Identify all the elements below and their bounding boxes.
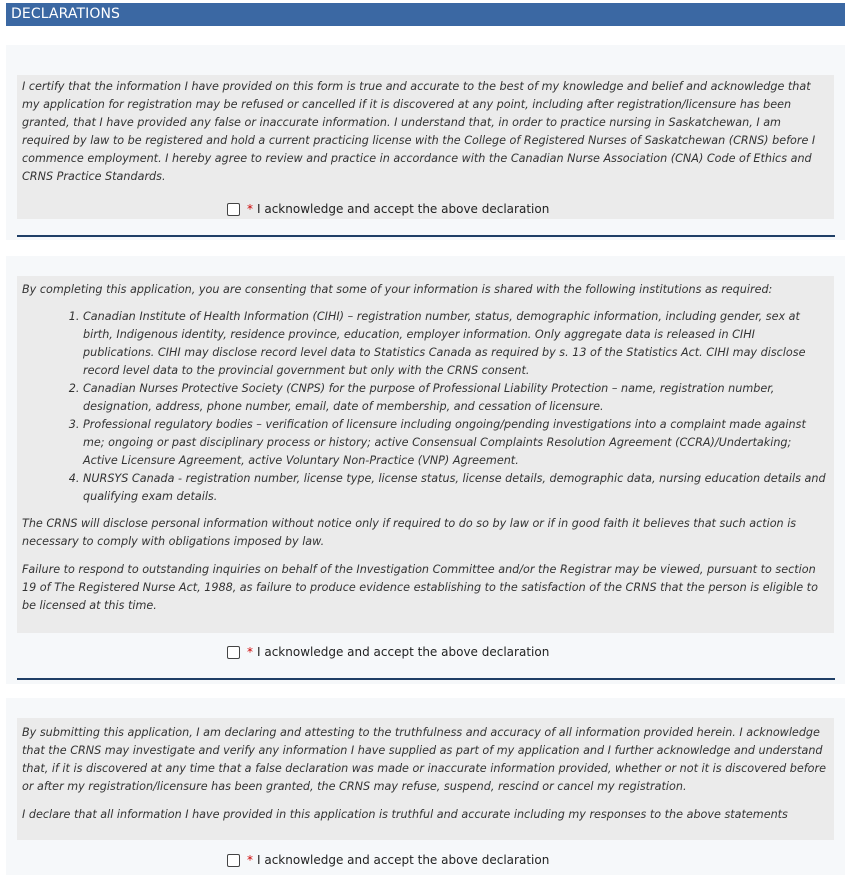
acknowledge-label-1[interactable]: I acknowledge and accept the above declaration	[257, 202, 550, 216]
acknowledge-checkbox-2[interactable]	[227, 646, 240, 659]
declaration-3-paragraph-truthful: I declare that all information I have provided in this application is truthful and accurate including my responses to the above statements	[22, 808, 788, 821]
declaration-text-1	[17, 75, 834, 219]
section-divider	[17, 235, 835, 237]
declaration-section-1	[6, 45, 845, 240]
acknowledge-row-2[interactable]	[227, 645, 549, 659]
required-marker: *	[247, 202, 253, 216]
declaration-3-paragraph-attest: By submitting this application, I am declaring and attesting to the truthfulness and accuracy of all information provided herein. I acknowledge that the CRNS may investigate and verify any information I have supplied as part of my application and I further acknowledge and understand that, if it is discovered at any time that a false declaration was made or inaccurate information provided, whether or not it is discovered before or after my registration/licensure has been granted, the CRNS may refuse, suspend, rescind or cancel my registration.	[22, 726, 827, 793]
institution-item-cihi: 1. Canadian Institute of Health Information (CIHI) – registration number, status, demographic information, including gender, sex at birth, Indigenous identity, residence province, education, employer information. Only aggregate data is released in CIHI publications. CIHI may disclose record level data to Statistics Canada as required by s. 13 of the Statistics Act. CIHI may disclose record level data to the provincial government but only with the CRNS consent.	[83, 308, 827, 380]
acknowledge-row-3[interactable]	[227, 853, 549, 867]
acknowledge-label-3[interactable]: I acknowledge and accept the above declaration	[257, 853, 550, 867]
institution-item-nursys: 4. NURSYS Canada - registration number, license type, license status, license details, demographic data, nursing education details and qualifying exam details.	[83, 470, 827, 506]
institution-item-cnps: 2. Canadian Nurses Protective Society (CNPS) for the purpose of Professional Liability Protection – name, registration number, designation, address, phone number, email, date of membership, and cessation of licensure.	[83, 380, 827, 416]
acknowledge-row-1[interactable]	[227, 202, 549, 216]
declaration-text-2	[17, 276, 834, 633]
acknowledge-checkbox-1[interactable]	[227, 203, 240, 216]
acknowledge-label-2[interactable]: I acknowledge and accept the above declaration	[257, 645, 550, 659]
section-divider	[17, 678, 835, 680]
declaration-section-3	[6, 698, 845, 875]
declaration-2-paragraph-failure: Failure to respond to outstanding inquiries on behalf of the Investigation Committee and/or the Registrar may be viewed, pursuant to section 19 of The Registered Nurse Act, 1988, as failure to produce evidence establishing to the satisfaction of the CRNS that the person is eligible to be licensed at this time.	[22, 563, 818, 612]
acknowledge-checkbox-3[interactable]	[227, 854, 240, 867]
required-marker: *	[247, 645, 253, 659]
institution-item-regulatory: 3. Professional regulatory bodies – verification of licensure including ongoing/pending investigations into a complaint made against me; ongoing or past disciplinary process or history; active Consensual Complaints Resolution Agreement (CCRA)/Undertaking; Active Licensure Agreement, active Voluntary Non-Practice (VNP) Agreement.	[83, 416, 827, 470]
required-marker: *	[247, 853, 253, 867]
institution-list	[22, 308, 827, 506]
declaration-1-paragraph: I certify that the information I have provided on this form is true and accurate to the best of my knowledge and belief and acknowledge that my application for registration may be refused or cancelled if it is discovered at any point, including after registration/licensure has been granted, that I have provided any false or inaccurate information. I understand that, in order to practice nursing in Saskatchewan, I am required by law to be registered and hold a current practicing license with the College of Registered Nurses of Saskatchewan (CRNS) before I commence employment. I hereby agree to review and practice in accordance with the Canadian Nurse Association (CNA) Code of Ethics and CRNS Practice Standards.	[22, 80, 816, 183]
declarations-title: DECLARATIONS	[11, 6, 121, 22]
declarations-header	[6, 3, 845, 26]
declaration-2-intro: By completing this application, you are consenting that some of your information is shared with the following institutions as required:	[22, 283, 773, 296]
declaration-text-3	[17, 718, 834, 840]
declaration-2-paragraph-disclose: The CRNS will disclose personal information without notice only if required to do so by law or if in good faith it believes that such action is necessary to comply with obligations imposed by law.	[22, 517, 797, 548]
declaration-section-2	[6, 256, 845, 684]
